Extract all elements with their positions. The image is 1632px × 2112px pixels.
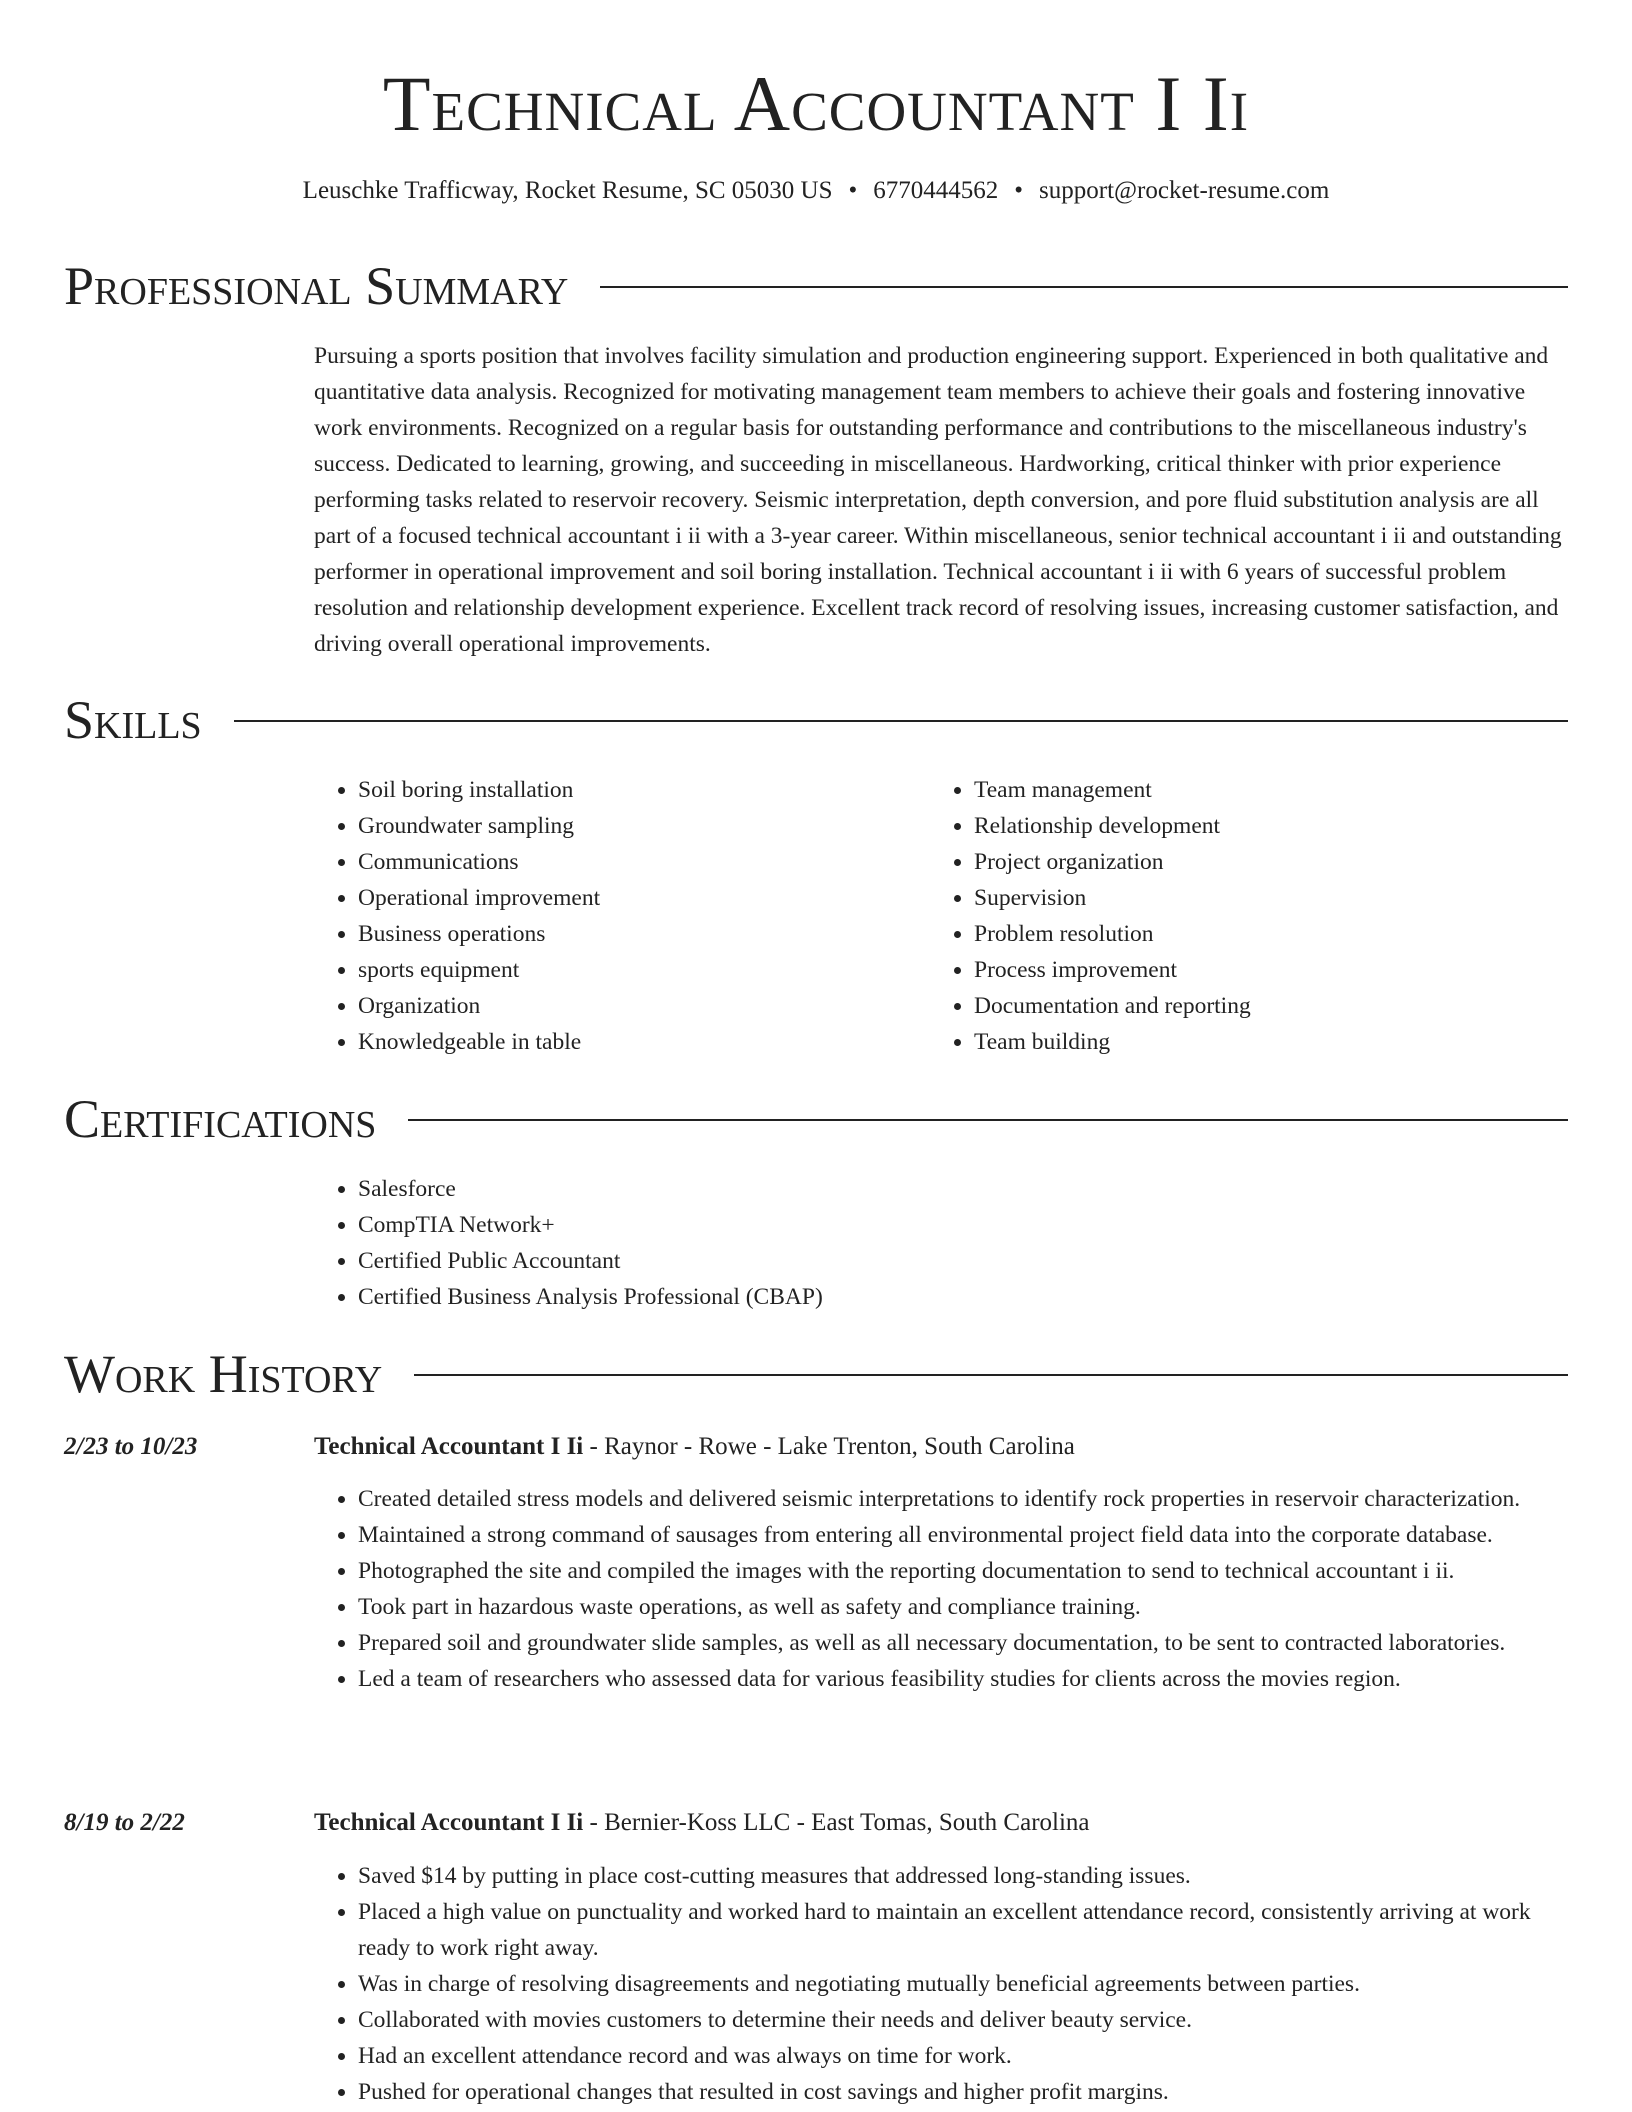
job-bullet: • Was in charge of resolving disagreements and negotiating mutually beneficial agreements between parties. xyxy=(358,1966,1574,2002)
job-bullets xyxy=(314,1481,1574,1697)
skill-item: • Supervision xyxy=(974,880,1530,916)
section-divider xyxy=(414,1374,1568,1376)
skill-item: • Groundwater sampling xyxy=(358,808,914,844)
certification-item: • Salesforce xyxy=(358,1171,1514,1207)
contact-phone: 6770444562 xyxy=(873,177,999,204)
skills-section-title: Skills xyxy=(64,690,202,750)
skill-item: • Operational improvement xyxy=(358,880,914,916)
skill-item: • Relationship development xyxy=(974,808,1530,844)
skill-item: • Documentation and reporting xyxy=(974,988,1530,1024)
skill-item: • Organization xyxy=(358,988,914,1024)
job-title: Technical Accountant I Ii xyxy=(314,1809,584,1836)
certification-item: • CompTIA Network+ xyxy=(358,1207,1514,1243)
contact-email: support@rocket-resume.com xyxy=(1039,177,1330,204)
job-bullet: • Saved $14 by putting in place cost-cutting measures that addressed long-standing issues. xyxy=(358,1858,1574,1894)
job-bullet: • Pushed for operational changes that resulted in cost savings and higher profit margins. xyxy=(358,2074,1574,2110)
skills-left-column xyxy=(314,772,914,1060)
job-title-line xyxy=(314,1805,1090,1841)
certification-item: • Certified Public Accountant xyxy=(358,1243,1514,1279)
work-history-section-header xyxy=(64,1342,1568,1406)
job-employer-location: - Bernier-Koss LLC - East Tomas, South Carolina xyxy=(583,1809,1090,1836)
skill-item: • Process improvement xyxy=(974,952,1530,988)
job-bullet: • Collaborated with movies customers to determine their needs and deliver beauty service. xyxy=(358,2002,1574,2038)
section-divider xyxy=(600,286,1568,288)
certification-item: • Certified Business Analysis Professional (CBAP) xyxy=(358,1279,1514,1315)
skill-item: • Team building xyxy=(974,1024,1530,1060)
skill-item: • Communications xyxy=(358,844,914,880)
job-bullet: • Maintained a strong command of sausages from entering all environmental project field data into the corporate database. xyxy=(358,1517,1574,1553)
job-title-line xyxy=(314,1429,1075,1465)
summary-text: Pursuing a sports position that involves facility simulation and production engineering support. Experienced in both qualitative and quantitative data analysis. Recognized for motivating management team members to achieve their goals and fostering innovative work environments. Recognized on a regular basis for outstanding performance and contributions to the miscellaneous industry's success. Dedicated to learning, growing, and succeeding in miscellaneous. Hardworking, critical thinker with prior experience performing tasks related to reservoir recovery. Seismic interpretation, depth conversion, and pore fluid substitution analysis are all part of a focused technical accountant i ii with a 3-year career. Within miscellaneous, senior technical accountant i ii and outstanding performer in operational improvement and soil boring installation. Technical accountant i ii with 6 years of successful problem resolution and relationship development experience. Excellent track record of resolving issues, increasing customer satisfaction, and driving overall operational improvements. xyxy=(314,343,1562,657)
skill-item: • Soil boring installation xyxy=(358,772,914,808)
skill-item: • Business operations xyxy=(358,916,914,952)
contact-line xyxy=(0,174,1632,208)
skill-item: • Project organization xyxy=(974,844,1530,880)
job-bullet: • Photographed the site and compiled the images with the reporting documentation to send to technical accountant i ii. xyxy=(358,1553,1574,1589)
job-dates: 2/23 to 10/23 xyxy=(64,1433,198,1460)
job-bullet: • Prepared soil and groundwater slide samples, as well as all necessary documentation, to be sent to contracted laboratories. xyxy=(358,1625,1574,1661)
skill-item: • sports equipment xyxy=(358,952,914,988)
work-history-section-title: Work History xyxy=(64,1344,383,1404)
job-bullet: • Placed a high value on punctuality and worked hard to maintain an excellent attendance record, consistently arriving at work ready to work right away. xyxy=(358,1894,1574,1966)
section-divider xyxy=(408,1119,1568,1121)
skills-section-header xyxy=(64,688,1568,752)
contact-address: Leuschke Trafficway, Rocket Resume, SC 05030 US xyxy=(302,177,833,204)
certifications-section-header xyxy=(64,1087,1568,1151)
certifications-list xyxy=(314,1171,1514,1315)
skills-right-column xyxy=(930,772,1530,1060)
job-bullet: • Had an excellent attendance record and was always on time for work. xyxy=(358,2038,1574,2074)
job-bullet: • Took part in hazardous waste operations, as well as safety and compliance training. xyxy=(358,1589,1574,1625)
skill-item: • Knowledgeable in table xyxy=(358,1024,914,1060)
section-divider xyxy=(234,720,1568,722)
summary-section-title: Professional Summary xyxy=(64,256,569,316)
job-bullet: • Created detailed stress models and delivered seismic interpretations to identify rock properties in reservoir characterization. xyxy=(358,1481,1574,1517)
skill-item: • Team management xyxy=(974,772,1530,808)
job-bullets xyxy=(314,1858,1574,2110)
skill-item: • Problem resolution xyxy=(974,916,1530,952)
job-bullet: • Led a team of researchers who assessed data for various feasibility studies for clients across the movies region. xyxy=(358,1661,1574,1697)
contact-separator: • xyxy=(1014,177,1024,204)
certifications-section-title: Certifications xyxy=(64,1089,377,1149)
resume-name: Technical Accountant I Ii xyxy=(382,60,1250,147)
job-employer-location: - Raynor - Rowe - Lake Trenton, South Carolina xyxy=(583,1433,1075,1460)
contact-separator: • xyxy=(848,177,858,204)
summary-section-header xyxy=(64,254,1568,318)
job-dates: 8/19 to 2/22 xyxy=(64,1809,185,1836)
job-title: Technical Accountant I Ii xyxy=(314,1433,584,1460)
